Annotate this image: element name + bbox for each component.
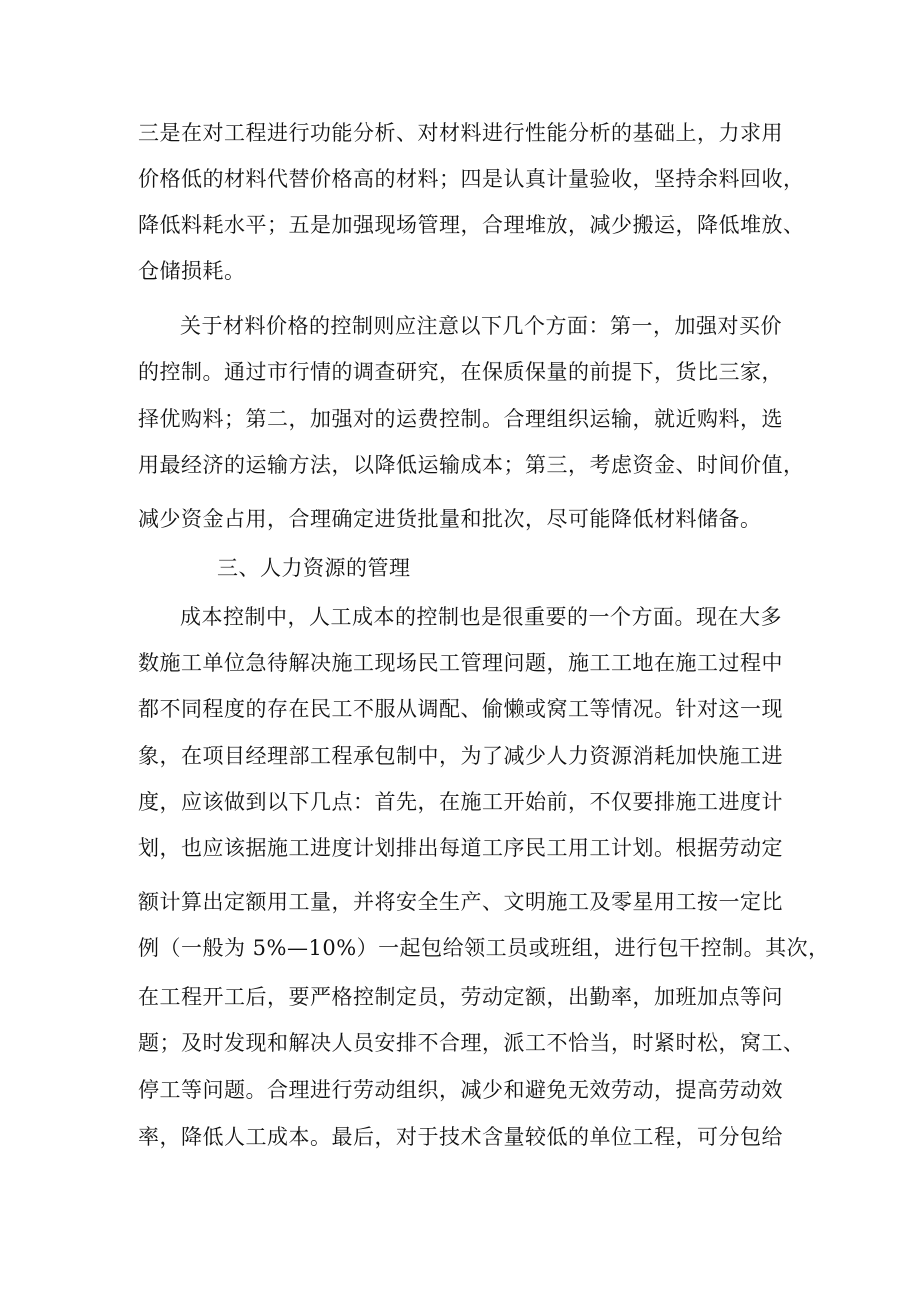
paragraph-line: 的控制。通过市行情的调查研究，在保质保量的前提下，货比三家，	[138, 360, 783, 384]
paragraph-line: 额计算出定额用工量，并将安全生产、文明施工及零星用工按一定比	[138, 890, 783, 914]
paragraph-line: 率，降低人工成本。最后，对于技术含量较低的单位工程，可分包给	[138, 1125, 783, 1149]
paragraph-line: 关于材料价格的控制则应注意以下几个方面：第一，加强对买价	[180, 314, 782, 338]
paragraph-line: 划，也应该据施工进度计划排出每道工序民工用工计划。根据劳动定	[138, 836, 783, 860]
paragraph-line: 择优购料；第二，加强对的运费控制。合理组织运输，就近购料，选	[138, 407, 783, 431]
paragraph-line: 数施工单位急待解决施工现场民工管理问题，施工工地在施工过程中	[138, 651, 783, 675]
paragraph-line: 象，在项目经理部工程承包制中，为了减少人力资源消耗加快施工进	[138, 744, 783, 768]
paragraph-line: 减少资金占用，合理确定进货批量和批次，尽可能降低材料储备。	[138, 507, 762, 531]
paragraph-line: 例（一般为 5%—10%）一起包给领工员或班组，进行包干控制。其次，	[138, 936, 830, 960]
paragraph-line: 价格低的材料代替价格高的材料；四是认真计量验收，坚持余料回收，	[138, 167, 805, 191]
paragraph-line: 停工等问题。合理进行劳动组织，减少和避免无效劳动，提高劳动效	[138, 1078, 783, 1102]
paragraph-line: 都不同程度的存在民工不服从调配、偷懒或窝工等情况。针对这一现	[138, 697, 783, 721]
paragraph-line: 成本控制中，人工成本的控制也是很重要的一个方面。现在大多	[180, 605, 782, 629]
paragraph-line: 度，应该做到以下几点：首先，在施工开始前，不仅要排施工进度计	[138, 790, 783, 814]
paragraph-line: 三是在对工程进行功能分析、对材料进行性能分析的基础上，力求用	[138, 121, 783, 145]
paragraph-line: 用最经济的运输方法，以降低运输成本；第三，考虑资金、时间价值，	[138, 453, 805, 477]
paragraph-line: 仓储损耗。	[138, 259, 246, 283]
paragraph-line: 降低料耗水平；五是加强现场管理，合理堆放，减少搬运，降低堆放、	[138, 213, 805, 237]
paragraph-line: 题；及时发现和解决人员安排不合理，派工不恰当，时紧时松，窝工、	[138, 1031, 805, 1055]
paragraph-line: 在工程开工后，要严格控制定员，劳动定额，出勤率，加班加点等问	[138, 985, 783, 1009]
section-heading: 三、人力资源的管理	[217, 556, 411, 580]
